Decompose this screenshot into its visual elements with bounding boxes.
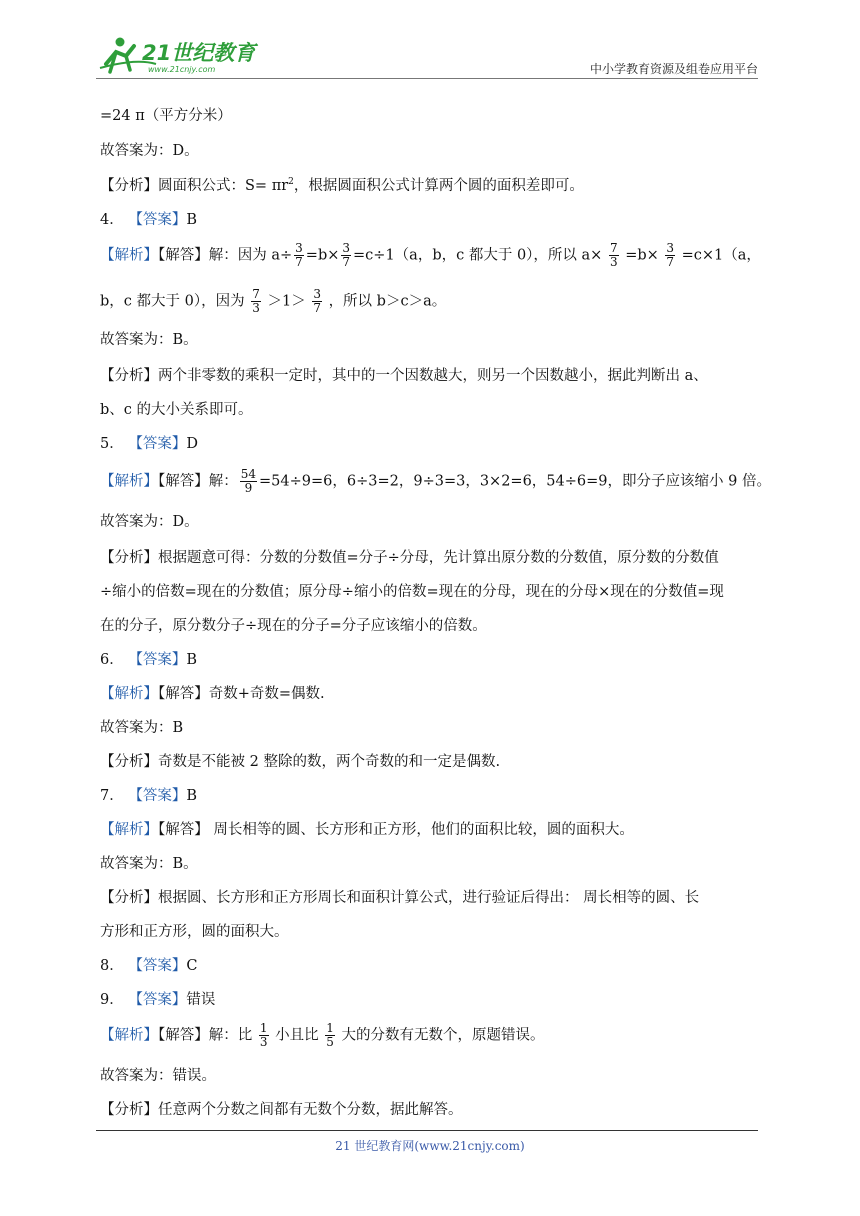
q9-explanation: 【解析】【解答】解：比 $\frac{1}{3}$ 小且比 $\frac{1}{5}$ 大的分数有无数个，原题错误。	[100, 1021, 545, 1049]
svg-text:www.21cnjy.com: www.21cnjy.com	[148, 65, 216, 74]
q6-conclusion: 故答案为：B	[100, 720, 184, 736]
q4-answer-line: 4． 【答案】B	[100, 212, 197, 228]
q6-answer-line: 6． 【答案】B	[100, 652, 197, 668]
footer-divider	[96, 1130, 758, 1131]
q6-analysis: 【分析】奇数是不能被 2 整除的数，两个奇数的和一定是偶数.	[100, 754, 501, 770]
q5-analysis-line1: 【分析】根据题意可得：分数的分数值=分子÷分母，先计算出原分数的分数值，原分数的分数值	[100, 550, 719, 566]
q5-answer-line: 5． 【答案】D	[100, 436, 198, 452]
fraction-3-7: $\frac{3}{7}$	[342, 241, 351, 269]
fraction-3-7: $\frac{3}{7}$	[313, 287, 321, 315]
q4-explanation-line2: b，c 都大于 0），因为 $\frac{7}{3}$ ＞1＞ $\frac{3}{7}$ ，所以 b＞c＞a。	[100, 287, 447, 315]
q8-answer-line: 8． 【答案】C	[100, 958, 198, 974]
q7-conclusion: 故答案为：B。	[100, 856, 198, 872]
q9-conclusion: 故答案为：错误。	[100, 1068, 216, 1084]
q4-explanation-line1: 【解析】【解答】解：因为 a÷ $\frac{3}{7}$ =b× $\frac{3}{7}$ =c÷1（a，b，c 都大于 0），所以 a× $\frac{7}{3}$ =b× $\frac{3}{7}$ =c×1（a，	[100, 241, 761, 269]
logo-icon	[96, 34, 266, 76]
fraction-3-7: $\frac{3}{7}$	[666, 241, 675, 269]
q9-analysis: 【分析】任意两个分数之间都有无数个分数，据此解答。	[100, 1102, 463, 1118]
header-divider	[96, 78, 758, 79]
svg-text:21世纪教育: 21世纪教育	[142, 41, 256, 65]
q4-analysis-line1: 【分析】两个非零数的乘积一定时，其中的一个因数越大，则另一个因数越小，据此判断出 a、	[100, 368, 708, 384]
q7-analysis-line2: 方形和正方形，圆的面积大。	[100, 924, 289, 940]
fraction-7-3: $\frac{7}{3}$	[609, 241, 618, 269]
q7-analysis-line1: 【分析】根据圆、长方形和正方形周长和面积计算公式，进行验证后得出： 周长相等的圆、长	[100, 890, 700, 906]
fraction-7-3: $\frac{7}{3}$	[252, 287, 260, 315]
line-area-result: =24 π（平方分米）	[100, 108, 232, 124]
q6-explanation: 【解析】【解答】奇数+奇数=偶数.	[100, 686, 325, 702]
q5-analysis-line3: 在的分子，原分数分子÷现在的分子=分子应该缩小的倍数。	[100, 618, 487, 634]
q5-analysis-line2: ÷缩小的倍数=现在的分数值；原分母÷缩小的倍数=现在的分母，现在的分母×现在的分数值=现	[100, 584, 724, 600]
page-footer: 21 世纪教育网(www.21cnjy.com)	[335, 1139, 525, 1153]
q5-explanation: 【解析】【解答】解： $\frac{54}{9}$ =54÷9=6，6÷3=2，9÷3=3，3×2=6，54÷6=9，即分子应该缩小 9 倍。	[100, 467, 771, 495]
fraction-1-3: $\frac{1}{3}$	[259, 1021, 268, 1049]
q5-conclusion: 故答案为：D。	[100, 514, 199, 530]
fraction-1-5: $\frac{1}{5}$	[326, 1021, 334, 1049]
line-analysis-circle: 【分析】圆面积公式：$S= \pi r^2$，根据圆面积公式计算两个圆的面积差即可。	[100, 177, 584, 194]
header-platform-name: 中小学教育资源及组卷应用平台	[589, 62, 758, 76]
q7-explanation: 【解析】【解答】 周长相等的圆、长方形和正方形，他们的面积比较，圆的面积大。	[100, 822, 634, 838]
q4-conclusion: 故答案为：B。	[100, 332, 198, 348]
page-header	[96, 30, 758, 78]
q4-analysis-line2: b、c 的大小关系即可。	[100, 402, 253, 418]
fraction-54-9: $\frac{54}{9}$	[240, 467, 257, 495]
line-answer-d: 故答案为：D。	[100, 143, 199, 159]
q7-answer-line: 7． 【答案】B	[100, 788, 197, 804]
fraction-3-7: $\frac{3}{7}$	[295, 241, 303, 269]
q9-answer-line: 9． 【答案】错误	[100, 992, 216, 1008]
